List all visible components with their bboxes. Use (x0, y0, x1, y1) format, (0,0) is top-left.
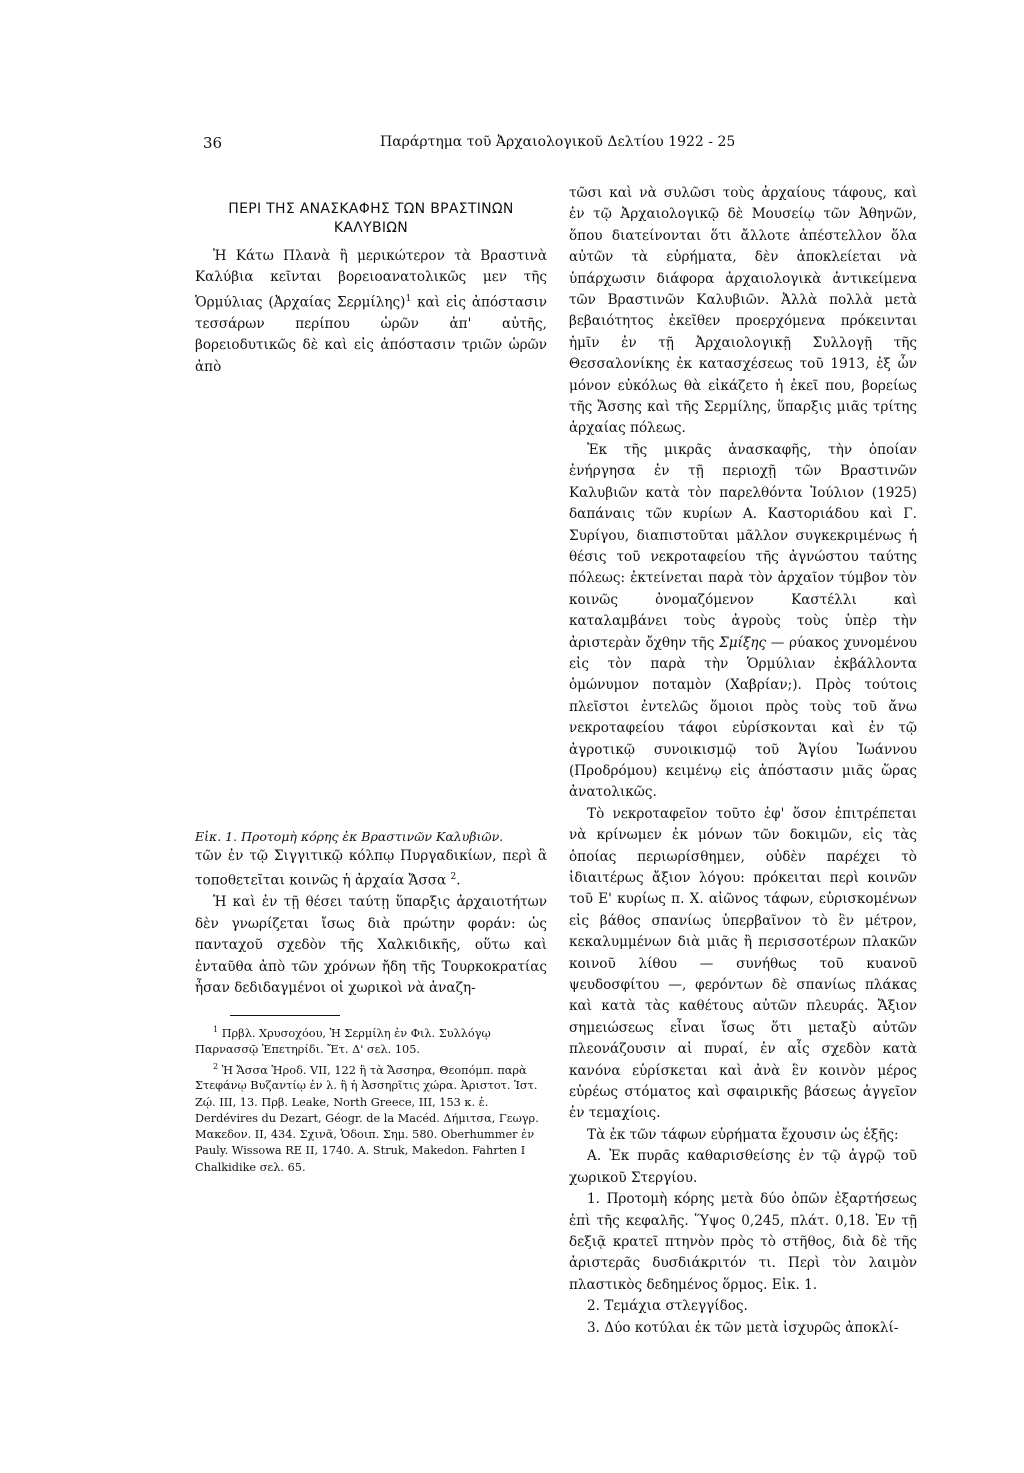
paragraph-text: Ἡ Κάτω Πλανὰ ἢ μερικώτερον τὰ Βραστινὰ Καλύβια κεῖνται βορειοανατολικῶς μεν τῆς Ὁρμύλιας (Ἀρχαίας Σερμίλης) (195, 248, 547, 311)
footnote-text: Ἡ Ἄσσα Ἡροδ. VII, 122 ἢ τὰ Ἄσσηρα, Θεοπόμπ. παρὰ Στεφάνῳ Βυζαντίῳ ἐν λ. ἢ ἡ Ἀσσηρῖτις χώρα. Ἀριστοτ. Ἱστ. Ζῴ. III, 13. Πρβ. Leake, North Greece, III, 153 κ. ἑ. Derdévires du Dezart, Géogr. de la Macéd. Δήμιτσα, Γεωγρ. Μακεδον. II, 434. Σχινᾶ, Ὁδοιπ. Σημ. 580. Oberhummer ἐν Pauly. Wissowa RE II, 1740. A. Struk, Makedon. Fahrten I Chalkidike σελ. 65. (195, 1063, 539, 1174)
footnote-ref: 2 (450, 872, 457, 883)
paragraph: Ἡ καὶ ἐν τῇ θέσει ταύτῃ ὕπαρξις ἀρχαιοτήτων δὲν γνωρίζεται ἴσως διὰ πρώτην φοράν: ὡς πανταχοῦ σχεδὸν τῆς Χαλκιδικῆς, οὕτω καὶ ἐνταῦθα ἀπὸ τῶν χρόνων ἤδη τῆς Τουρκοκρατίας ἦσαν δεδιδαγμένοι οἱ χωρικοὶ νὰ ἀναζη- (195, 894, 547, 996)
list-item: 1. Προτομὴ κόρης μετὰ δύο ὀπῶν ἐξαρτήσεως ἐπὶ τῆς κεφαλῆς. Ὕψος 0,245, πλάτ. 0,18. Ἐν τῇ δεξιᾷ κρατεῖ πτηνὸν πρὸς τὸ στῆθος, διὰ δὲ τῆς ἀριστερᾶς δυσδιάκριτόν τι. Περὶ τὸν λαιμὸν πλαστικὸς δεδημένος ὅρμος. Εἰκ. 1. (569, 1191, 917, 1293)
footnote-mark: 2 (213, 1061, 219, 1071)
footnote-mark: 1 (213, 1025, 219, 1035)
footnote (195, 1022, 547, 1058)
paragraph-text: Ἐκ τῆς μικρᾶς ἀνασκαφῆς, τὴν ὁποίαν ἐνήργησα ἐν τῇ περιοχῇ τῶν Βραστινῶν Καλυβιῶν κατὰ τὸν παρελθόντα Ἰούλιον (1925) δαπάναις τῶν κυρίων Α. Καστοριάδου καὶ Γ. Συρίγου, διαπιστοῦται μᾶλλον συγκεκριμένως ἡ θέσις τοῦ νεκροταφείου τῆς ἀγνώστου ταύτης πόλεως: ἐκτείνεται παρὰ τὸν ἀρχαῖον τύμβον τὸν κοινῶς ὀνομαζόμενον Καστέλλι καὶ καταλαμβάνει τοὺς ἀγροὺς τοὺς ὑπὲρ τὴν ἀριστερὰν ὄχθην τῆς (569, 441, 917, 651)
caption-text: Προτομὴ κόρης ἐκ Βραστινῶν Καλυβιῶν. (241, 828, 504, 844)
caption-label: Εἰκ. 1. (195, 828, 238, 844)
footnote-ref: 1 (405, 293, 412, 304)
figure-caption (195, 828, 547, 846)
article-title (195, 200, 547, 238)
footnote (195, 1059, 547, 1176)
left-column (195, 200, 547, 1176)
paragraph-text: — ρύακος χυνομένου εἰς τὸν παρὰ τὴν Ὁρμύλιαν ἐκβάλλοντα ὁμώνυμον ποταμὸν (Χαβρίαν;). Πρὸς τούτοις πλεῖστοι ἐντελῶς ὅμοιοι πρὸς τοὺς τοῦ ἄνω νεκροταφείου τάφοι εὑρίσκονται καὶ ἐν τῷ ἀγροτικῷ συνοικισμῷ τοῦ Ἁγίου Ἰωάννου (Προδρόμου) κειμένῳ εἰς ἀπόστασιν μιᾶς ὥρας ἀνατολικῶς. (569, 634, 917, 801)
paragraph-text: τῶν ἐν τῷ Σιγγιτικῷ κόλπῳ Πυργαδικίων, περὶ ἃ τοποθετεῖται κοινῶς ἡ ἀρχαία Ἄσσα (195, 847, 547, 889)
paragraph (569, 440, 917, 804)
paragraph (195, 846, 547, 892)
italic-term: Σμίξης (719, 634, 767, 651)
paragraph (195, 246, 547, 378)
paragraph: τῶσι καὶ νὰ συλῶσι τοὺς ἀρχαίους τάφους, καὶ ἐν τῷ Ἀρχαιολογικῷ δὲ Μουσείῳ τῶν Ἀθηνῶν, ὅπου διατείνονται ὅτι ἄλλοτε ἀπέστελλον ὅλα αὐτῶν τὰ εὑρήματα, δὲν ἀποκλείεται νὰ ὑπάρχωσιν διάφορα ἀρχαιολογικὰ ἀντικείμενα τῶν Βραστινῶν Καλυβιῶν. Ἀλλὰ πολλὰ μετὰ βεβαιότητος ἐκεῖθεν προερχόμενα πρόκεινται ἡμῖν ἐν τῇ Ἀρχαιολογικῇ Συλλογῇ τῆς Θεσσαλονίκης ἐκ κατασχέσεως τοῦ 1913, ἐξ ὧν μόνον εὐκόλως θὰ εἰκάζετο ἡ ἐκεῖ που, βορείως τῆς Ἄσσης καὶ τῆς Σερμίλης, ὕπαρξις μιᾶς τρίτης ἀρχαίας πόλεως. (569, 185, 917, 437)
paragraph: Α. Ἐκ πυρᾶς καθαρισθείσης ἐν τῷ ἀγρῷ τοῦ χωρικοῦ Στεργίου. (569, 1148, 917, 1186)
paragraph-text: καὶ εἰς ἀπόστασιν τεσσάρων περίπου ὡρῶν ἀπ' αὐτῆς, βορειοδυτικῶς δὲ καὶ εἰς ἀπόστασιν τριῶν ὡρῶν ἀπὸ (195, 294, 547, 375)
footnote-divider (230, 1015, 340, 1016)
paragraph: Τὰ ἐκ τῶν τάφων εὑρήματα ἔχουσιν ὡς ἑξῆς: (587, 1126, 899, 1143)
list-item: 3. Δύο κοτύλαι ἐκ τῶν μετὰ ἰσχυρῶς ἀποκλί- (587, 1319, 899, 1336)
footnote-text: Πρβλ. Χρυσοχόου, Ἡ Σερμίλη ἐν Φιλ. Συλλόγῳ Παρνασσῷ Ἐπετηρίδι. Ἔτ. Δ' σελ. 105. (195, 1027, 491, 1057)
paragraph: Τὸ νεκροταφεῖον τοῦτο ἐφ' ὅσον ἐπιτρέπεται νὰ κρίνωμεν ἐκ μόνων τῶν δοκιμῶν, εἰς τὰς ὁποίας περιωρίσθημεν, οὐδὲν παρέχει τὸ ἰδιαιτέρως ἄξιον λόγου: πρόκειται περὶ κοινῶν τοῦ Ε' κυρίως π. Χ. αἰῶνος τάφων, εὑρισκομένων εἰς βάθος σπανίως ὑπερβαῖνον τὸ ἓν μέτρον, κεκαλυμμένων διὰ μιᾶς ἢ περισσοτέρων πλακῶν κοινοῦ λίθου — συνήθως τοῦ κυανοῦ ψευδοσφίτου —, φερόντων δὲ σπανίως πλάκας καὶ κατὰ τὰς καθέτους αὐτῶν πλευράς. Ἄξιον σημειώσεως εἶναι ἴσως ὅτι μεταξὺ αὐτῶν πλεονάζουσιν αἱ πυραί, ἐν αἷς σχεδὸν κατὰ κανόνα εὑρίσκεται καὶ ἀνὰ ἓν κοινὸν μέρος εὐρέως στόματος καὶ σφαιρικῆς βάσεως ἀγγεῖον ἐν τεμαχίοις. (569, 805, 917, 1122)
right-column (569, 183, 917, 1339)
page-number: 36 (203, 134, 223, 152)
running-header: Παράρτημα τοῦ Ἀρχαιολογικοῦ Δελτίου 1922 - 25 (380, 134, 736, 150)
figure-placeholder (195, 378, 547, 828)
paragraph-text: . (456, 872, 461, 889)
article-title-line2: ΚΑΛΥΒΙΩΝ (333, 220, 409, 236)
article-title-line1: ΠΕΡΙ ΤΗΣ ΑΝΑΣΚΑΦΗΣ ΤΩΝ ΒΡΑΣΤΙΝΩΝ (228, 201, 514, 217)
list-item: 2. Τεμάχια στλεγγίδος. (587, 1298, 748, 1315)
